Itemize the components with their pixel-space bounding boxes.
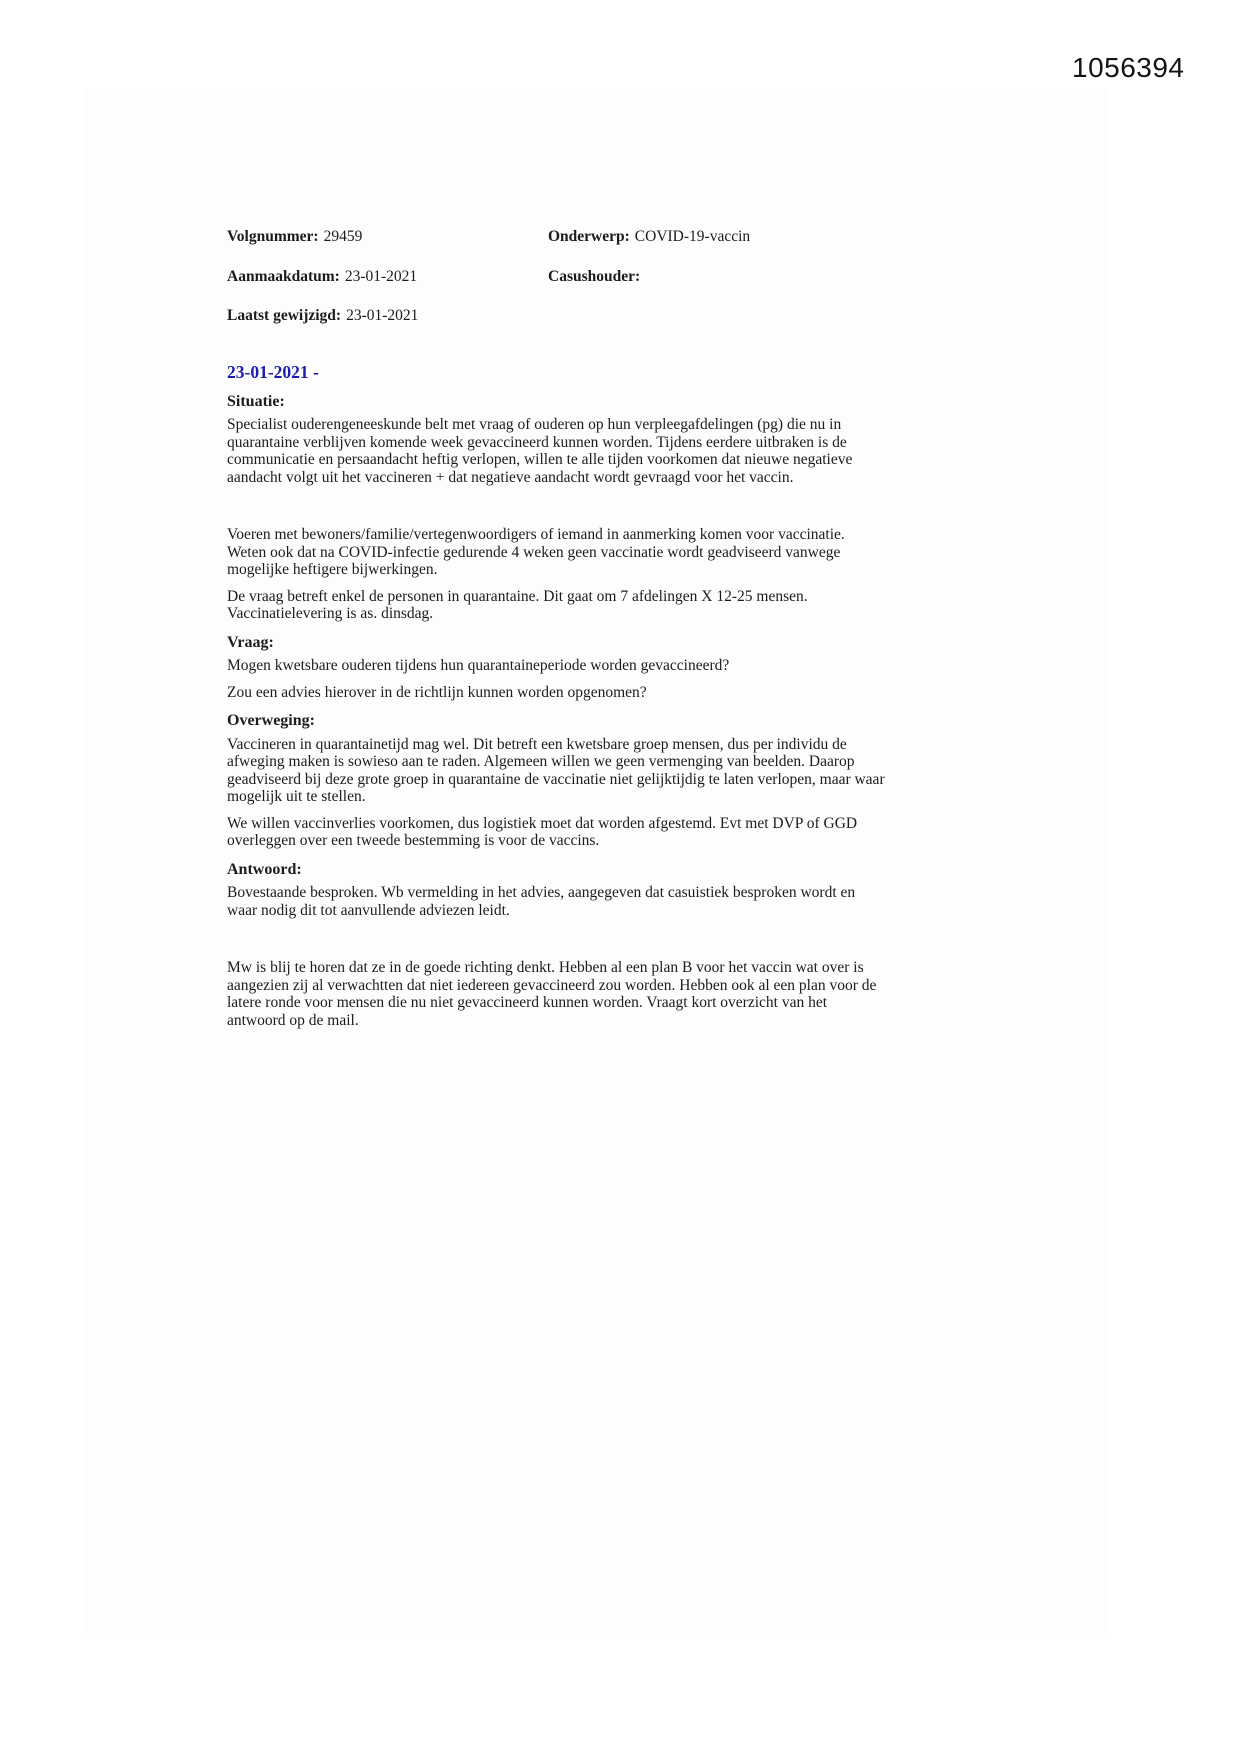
aanmaakdatum-value: 23-01-2021: [344, 267, 418, 285]
paragraph: De vraag betreft enkel de personen in quarantaine. Dit gaat om 7 afdelingen X 12-25 mensen. Vaccinatielevering is as. dinsdag.: [227, 587, 808, 622]
metadata-field-aanmaakdatum: [227, 268, 548, 286]
blank-gap: [227, 928, 885, 959]
paragraph: Zou een advies hierover in de richtlijn kunnen worden opgenomen?: [227, 683, 647, 701]
laatst-gewijzigd-value: 23-01-2021: [346, 307, 419, 324]
paragraph: Voeren met bewoners/familie/vertegenwoordigers of iemand in aanmerking komen voor vaccinatie. Weten ook dat na COVID-infectie gedurende 4 weken geen vaccinatie wordt geadviseerd vanwege mogelijke heftigere bijwerkingen.: [227, 526, 845, 578]
metadata-row: [227, 228, 885, 246]
blank-gap: [227, 495, 885, 526]
metadata-row: [227, 268, 885, 286]
paragraph: Vaccineren in quarantainetijd mag wel. Dit betreft een kwetsbare groep mensen, dus per individu de afweging maken is sowieso aan te raden. Algemeen willen we geen vermenging van beelden. Daarop geadviseerd bij deze grote groep in quarantaine de vaccinatie niet gelijktijdig te laten verlopen, maar waar mogelijk uit te stellen.: [227, 735, 885, 805]
paragraph: Mogen kwetsbare ouderen tijdens hun quarantaineperiode worden gevaccineerd?: [227, 657, 730, 674]
paragraph: We willen vaccinverlies voorkomen, dus logistiek moet dat worden afgestemd. Evt met DVP of GGD overleggen over een tweede bestemming is voor de vaccins.: [227, 814, 858, 849]
metadata-row: [227, 307, 885, 325]
volgnummer-label: Volgnummer:: [227, 228, 319, 245]
aanmaakdatum-label: Aanmaakdatum:: [227, 267, 340, 285]
metadata-block: [227, 228, 885, 325]
onderwerp-label: Onderwerp:: [548, 228, 630, 245]
paragraph: Bovestaande besproken. Wb vermelding in het advies, aangegeven dat casuistiek besproken wordt en waar nodig dit tot aanvullende adviezen leidt.: [227, 884, 856, 919]
laatst-gewijzigd-label: Laatst gewijzigd:: [227, 307, 342, 324]
volgnummer-value: 29459: [323, 228, 363, 245]
document-id-number: 1056394: [1072, 52, 1185, 83]
paragraph: Mw is blij te horen dat ze in de goede richting denkt. Hebben al een plan B voor het vaccin wat over is aangezien zij al verwachtten dat niet iedereen gevaccineerd zou worden. Hebben ook al een plan voor de latere ronde voor mensen die nu niet gevaccineerd kunnen worden. Vraagt kort overzicht van het antwoord op de mail.: [227, 959, 877, 1029]
onderwerp-value: COVID-19-vaccin: [634, 228, 751, 245]
document-content: [227, 228, 885, 1038]
section-heading-situatie: Situatie:: [227, 392, 285, 410]
casushouder-label: Casushouder:: [548, 267, 641, 285]
section-heading-vraag: Vraag:: [227, 633, 274, 651]
metadata-field-laatst-gewijzigd: [227, 307, 548, 325]
entry-date-heading: 23-01-2021 -: [227, 361, 319, 382]
metadata-field-volgnummer: [227, 228, 548, 246]
metadata-field-onderwerp: [548, 228, 885, 246]
paragraph: Specialist ouderengeneeskunde belt met vraag of ouderen op hun verpleegafdelingen (pg) die nu in quarantaine verblijven komende week gevaccineerd kunnen worden. Tijdens eerdere uitbraken is de communicatie en persaandacht heftig verlopen, willen te alle tijden voorkomen dat nieuwe negatieve aandacht volgt uit het vaccineren + dat negatieve aandacht wordt gevraagd voor het vaccin.: [227, 416, 853, 486]
metadata-field-casushouder: [548, 268, 885, 286]
section-heading-overweging: Overweging:: [227, 712, 315, 729]
metadata-field-empty: [548, 307, 885, 325]
section-heading-antwoord: Antwoord:: [227, 860, 302, 878]
